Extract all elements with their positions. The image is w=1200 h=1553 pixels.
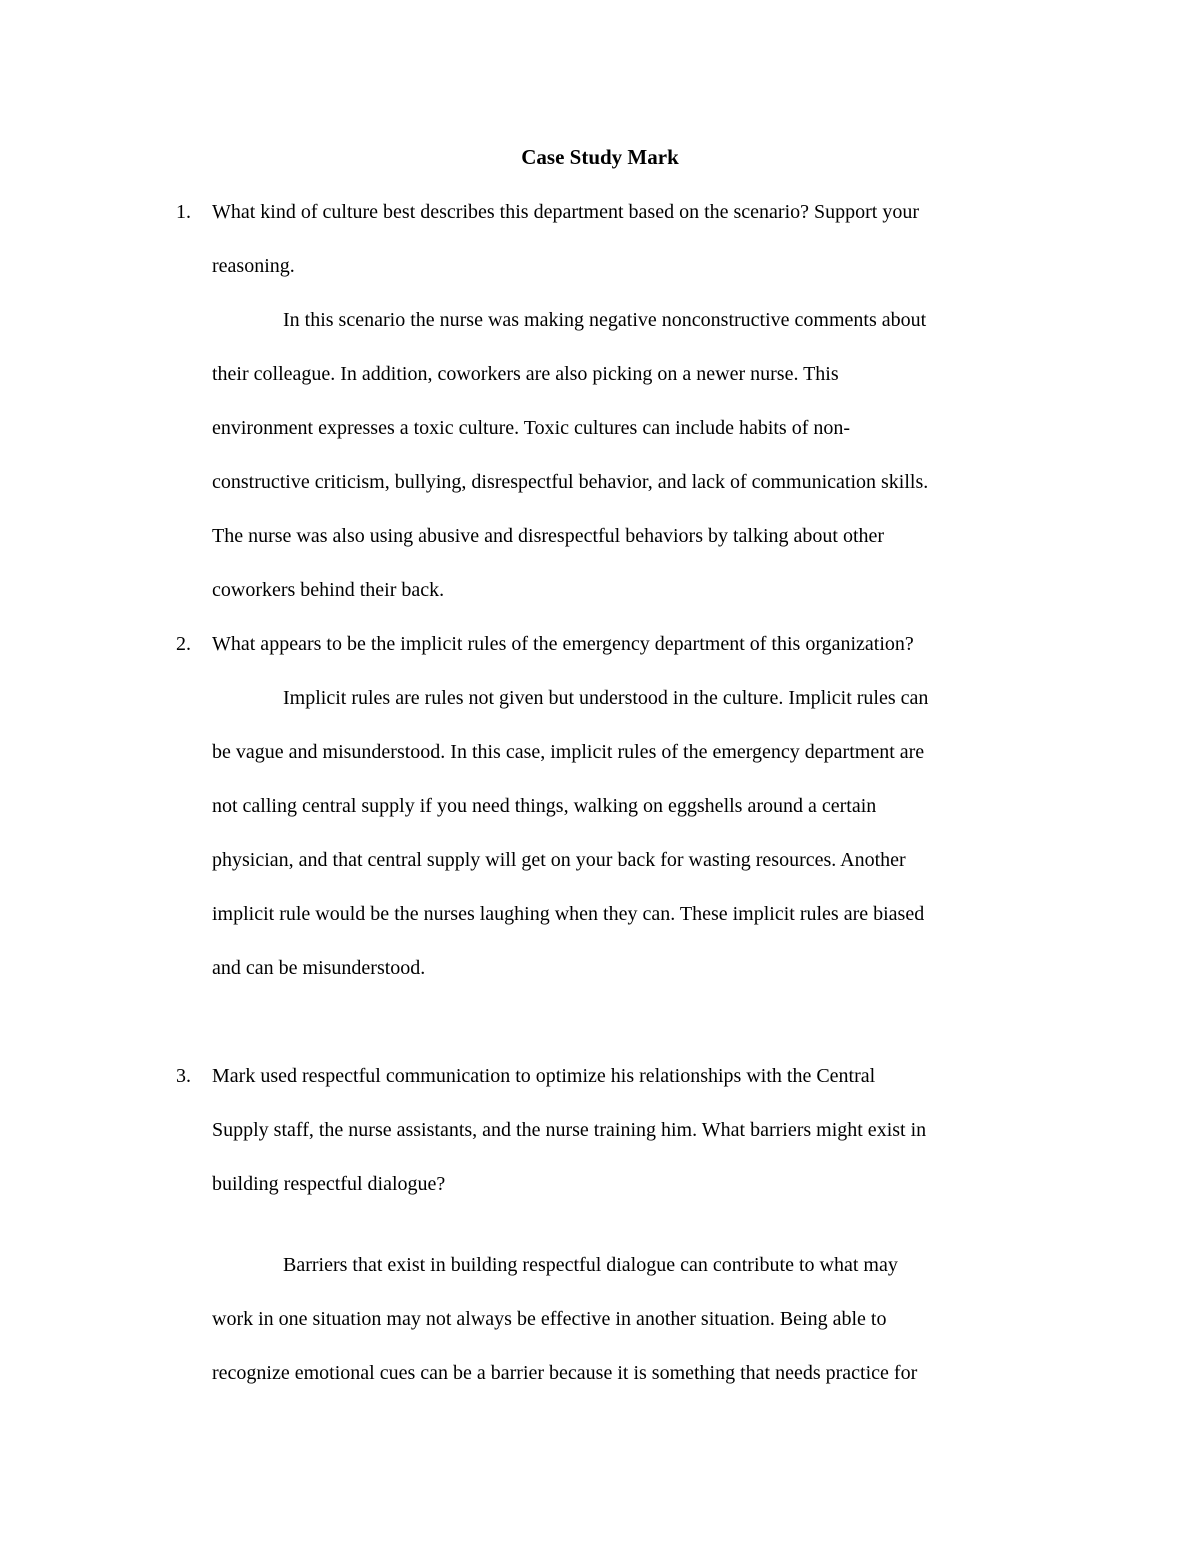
- answer-2-line-3: not calling central supply if you need things, walking on eggshells around a certain: [212, 795, 877, 817]
- answer-2-line-5: implicit rule would be the nurses laughing when they can. These implicit rules are biased: [212, 903, 925, 925]
- question-3-number: 3.: [176, 1065, 191, 1087]
- answer-1-line-1: In this scenario the nurse was making negative nonconstructive comments about: [283, 309, 927, 331]
- question-1-text-line-2: reasoning.: [212, 255, 295, 277]
- answer-1-line-6: coworkers behind their back.: [212, 579, 445, 601]
- answer-1-line-3: environment expresses a toxic culture. Toxic cultures can include habits of non-: [212, 417, 851, 439]
- answer-3-line-1: Barriers that exist in building respectful dialogue can contribute to what may: [283, 1254, 898, 1276]
- question-1-number: 1.: [176, 201, 191, 223]
- answer-1-line-5: The nurse was also using abusive and disrespectful behaviors by talking about other: [212, 525, 885, 547]
- answer-1-line-2: their colleague. In addition, coworkers are also picking on a newer nurse. This: [212, 363, 839, 385]
- answer-3-line-2: work in one situation may not always be effective in another situation. Being able to: [212, 1308, 887, 1330]
- question-3-text-line-1: Mark used respectful communication to optimize his relationships with the Central: [212, 1065, 876, 1087]
- question-2-text-line-1: What appears to be the implicit rules of the emergency department of this organization?: [212, 633, 914, 655]
- question-3-text-line-3: building respectful dialogue?: [212, 1173, 446, 1195]
- question-2-number: 2.: [176, 633, 191, 655]
- answer-2-line-4: physician, and that central supply will get on your back for wasting resources. Another: [212, 849, 906, 871]
- answer-2-line-6: and can be misunderstood.: [212, 957, 426, 979]
- answer-3-line-3: recognize emotional cues can be a barrier because it is something that needs practice for: [212, 1362, 918, 1384]
- document-title: Case Study Mark: [521, 145, 679, 169]
- question-1-text-line-1: What kind of culture best describes this department based on the scenario? Support your: [212, 201, 920, 223]
- answer-1-line-4: constructive criticism, bullying, disrespectful behavior, and lack of communication skills.: [212, 471, 929, 493]
- answer-2-line-1: Implicit rules are rules not given but understood in the culture. Implicit rules can: [283, 687, 929, 709]
- answer-2-line-2: be vague and misunderstood. In this case, implicit rules of the emergency department are: [212, 741, 925, 763]
- question-3-text-line-2: Supply staff, the nurse assistants, and the nurse training him. What barriers might exist in: [212, 1119, 927, 1141]
